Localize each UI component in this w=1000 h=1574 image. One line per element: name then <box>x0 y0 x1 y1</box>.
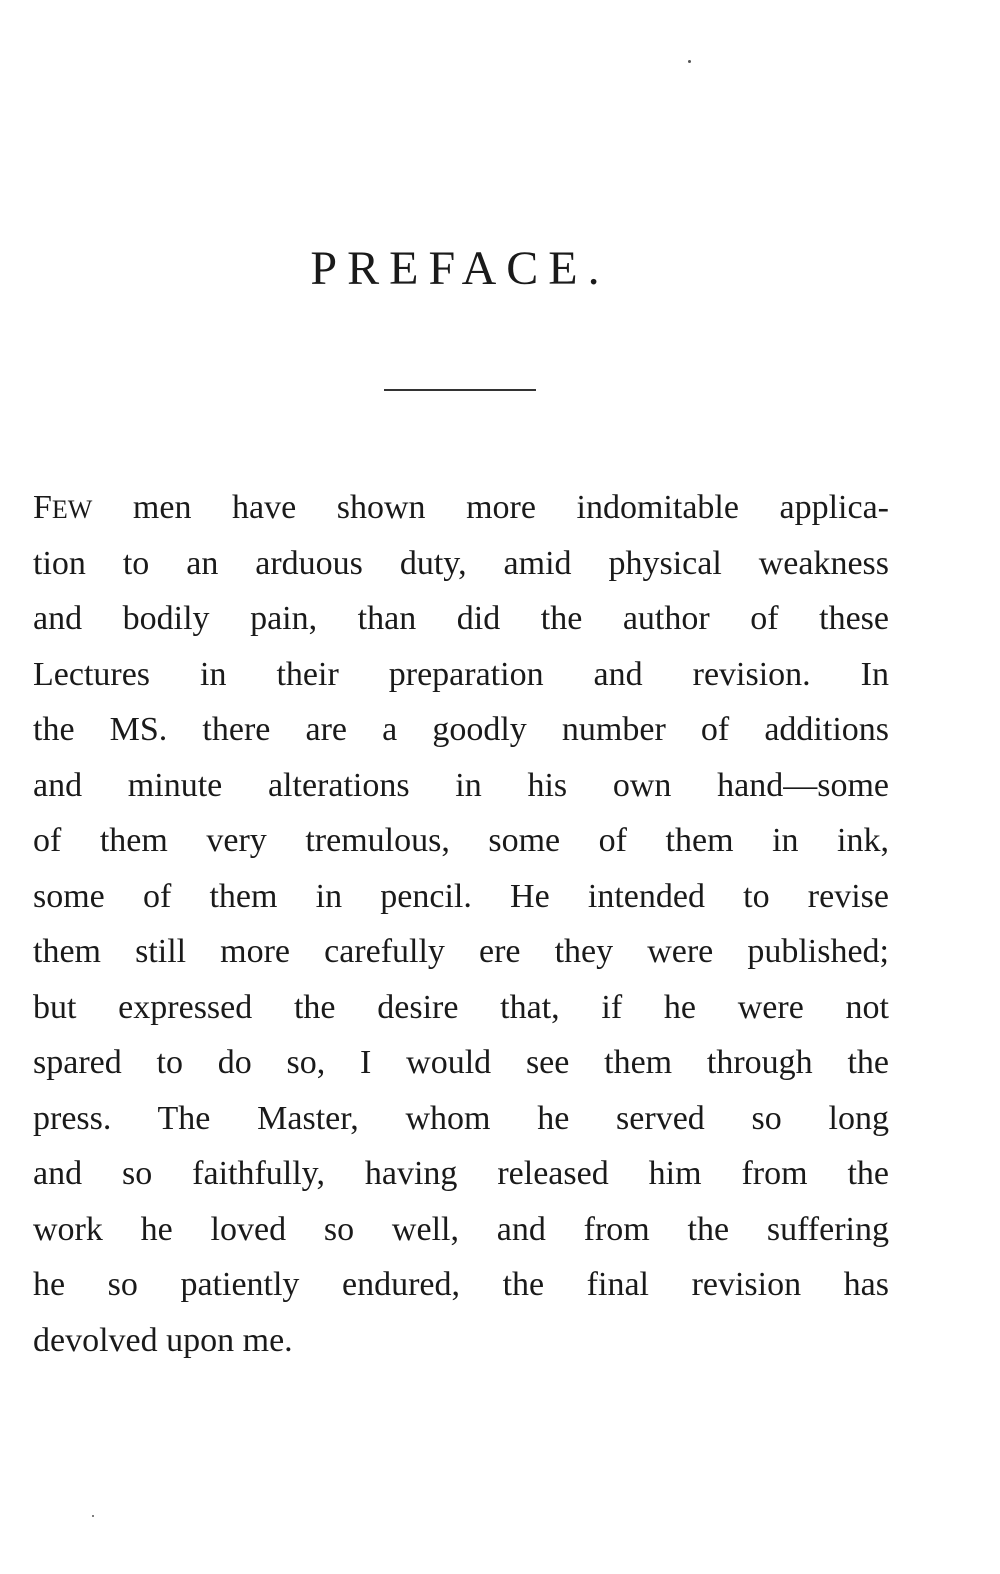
text-line: Lectures in their preparation and revision. In <box>33 655 889 693</box>
text-line: of them very tremulous, some of them in ink, <box>33 822 889 859</box>
text-line: and so faithfully, having released him from the <box>33 1155 889 1192</box>
text-line: some of them in pencil. He intended to revise <box>33 877 889 915</box>
page-title: PREFACE. <box>310 242 610 295</box>
text-line: but expressed the desire that, if he were not <box>33 988 889 1026</box>
text-line: he so patiently endured, the final revision has <box>33 1266 889 1303</box>
text-line: work he loved so well, and from the suffering <box>33 1210 889 1248</box>
text-line: them still more carefully ere they were published; <box>33 933 889 970</box>
small-caps-text: EW <box>51 495 93 524</box>
text-line-content: men have shown more indomitable applica- <box>92 489 889 526</box>
text-line: spared to do so, I would see them through the <box>33 1044 889 1081</box>
text-line <box>33 480 889 536</box>
text-line: and minute alterations in his own hand—some <box>33 766 889 804</box>
text-line: tion to an arduous duty, amid physical weakness <box>33 544 889 582</box>
drop-small-cap: F <box>33 489 52 526</box>
print-speck <box>92 1515 94 1517</box>
text-line: and bodily pain, than did the author of these <box>33 600 889 637</box>
text-line: the MS. there are a goodly number of additions <box>33 711 889 748</box>
preface-paragraph <box>33 480 889 1368</box>
text-line: press. The Master, whom he served so long <box>33 1099 889 1137</box>
title-divider <box>384 389 536 391</box>
text-line: devolved upon me. <box>33 1321 293 1359</box>
print-speck <box>688 60 691 63</box>
